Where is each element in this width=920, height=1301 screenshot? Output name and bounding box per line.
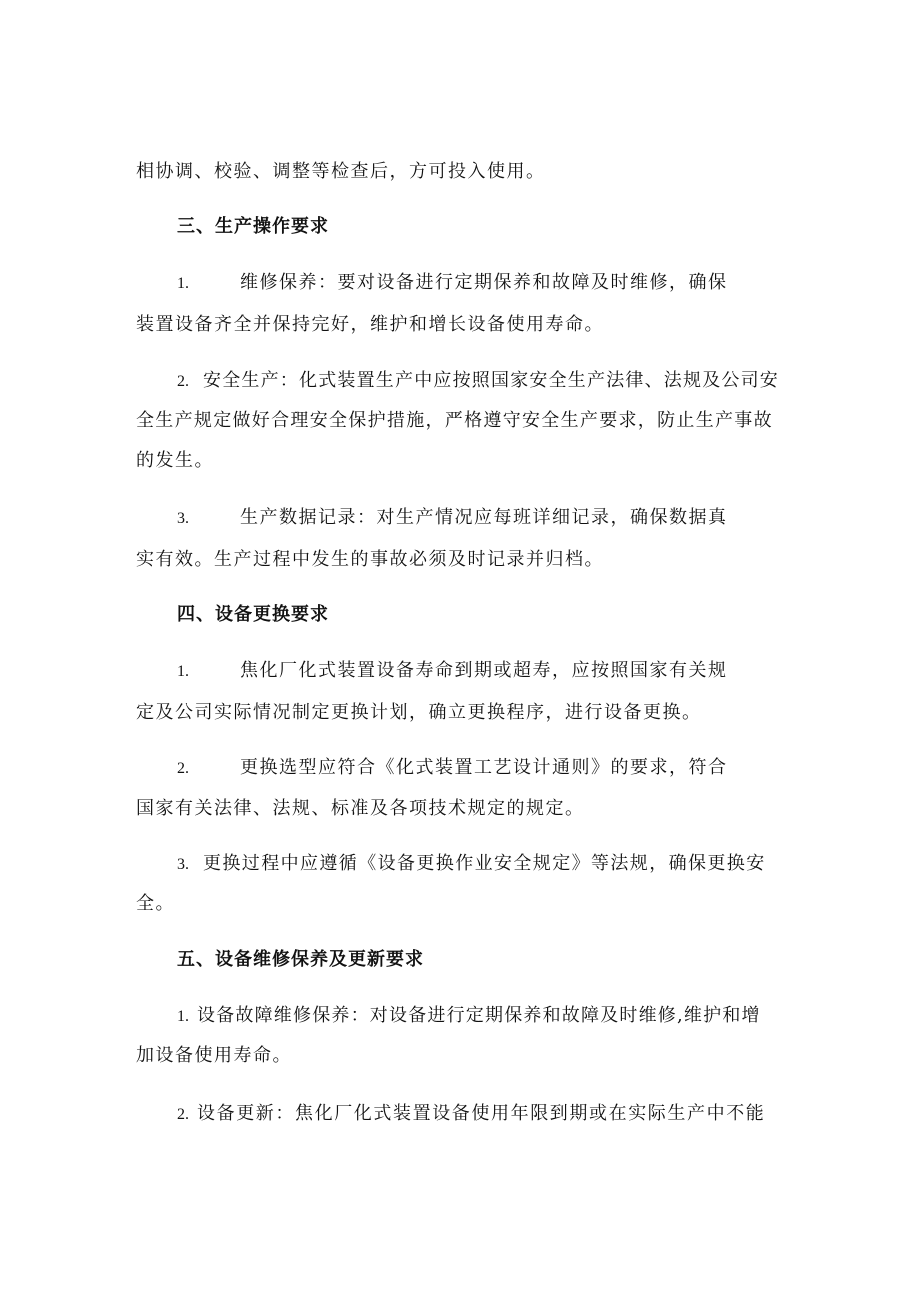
- list-item-number: 2.: [177, 760, 189, 777]
- list-item-text-cont: 装置设备齐全并保持完好，维护和增长设备使用寿命。: [136, 314, 604, 335]
- list-item-text: 生产数据记录：对生产情况应每班详细记录，确保数据真: [240, 507, 728, 528]
- list-item-text: 焦化厂化式装置设备寿命到期或超寿，应按照国家有关规: [240, 660, 728, 681]
- list-item-text: 安全生产：化式装置生产中应按照国家安全生产法律、法规及公司安: [203, 370, 779, 391]
- paragraph-continuation: 相协调、校验、调整等检查后，方可投入使用。: [136, 161, 546, 182]
- list-item-text: 更换过程中应遵循《设备更换作业安全规定》等法规，确保更换安: [203, 853, 766, 874]
- section-heading-4: 四、设备更换要求: [177, 604, 329, 625]
- list-item-number: 2.: [177, 373, 189, 390]
- section-heading-5: 五、设备维修保养及更新要求: [177, 949, 424, 970]
- list-item-number: 1.: [177, 275, 189, 292]
- list-item-number: 3.: [177, 856, 189, 873]
- list-item-number: 3.: [177, 510, 189, 527]
- list-item-text: 更换选型应符合《化式装置工艺设计通则》的要求，符合: [240, 757, 728, 778]
- list-item-text: 设备故障维修保养：对设备进行定期保养和故障及时维修,维护和增: [197, 1005, 761, 1026]
- list-item-text-cont: 实有效。生产过程中发生的事故必须及时记录并归档。: [136, 549, 604, 570]
- list-item-text-cont: 全生产规定做好合理安全保护措施，严格遵守安全生产要求，防止生产事故: [136, 410, 773, 431]
- list-item-text-cont: 全。: [136, 893, 175, 914]
- list-item-number: 1.: [177, 1008, 189, 1025]
- list-item-text-cont: 的发生。: [136, 450, 214, 471]
- list-item-text-cont: 定及公司实际情况制定更换计划，确立更换程序，进行设备更换。: [136, 702, 702, 723]
- list-item-text: 设备更新：焦化厂化式装置设备使用年限到期或在实际生产中不能: [197, 1103, 766, 1124]
- list-item-number: 1.: [177, 663, 189, 680]
- list-item-text: 维修保养：要对设备进行定期保养和故障及时维修，确保: [240, 272, 728, 293]
- list-item-text-cont: 加设备使用寿命。: [136, 1045, 292, 1066]
- list-item-number: 2.: [177, 1106, 189, 1123]
- list-item-text-cont: 国家有关法律、法规、标准及各项技术规定的规定。: [136, 798, 585, 819]
- section-heading-3: 三、生产操作要求: [177, 216, 329, 237]
